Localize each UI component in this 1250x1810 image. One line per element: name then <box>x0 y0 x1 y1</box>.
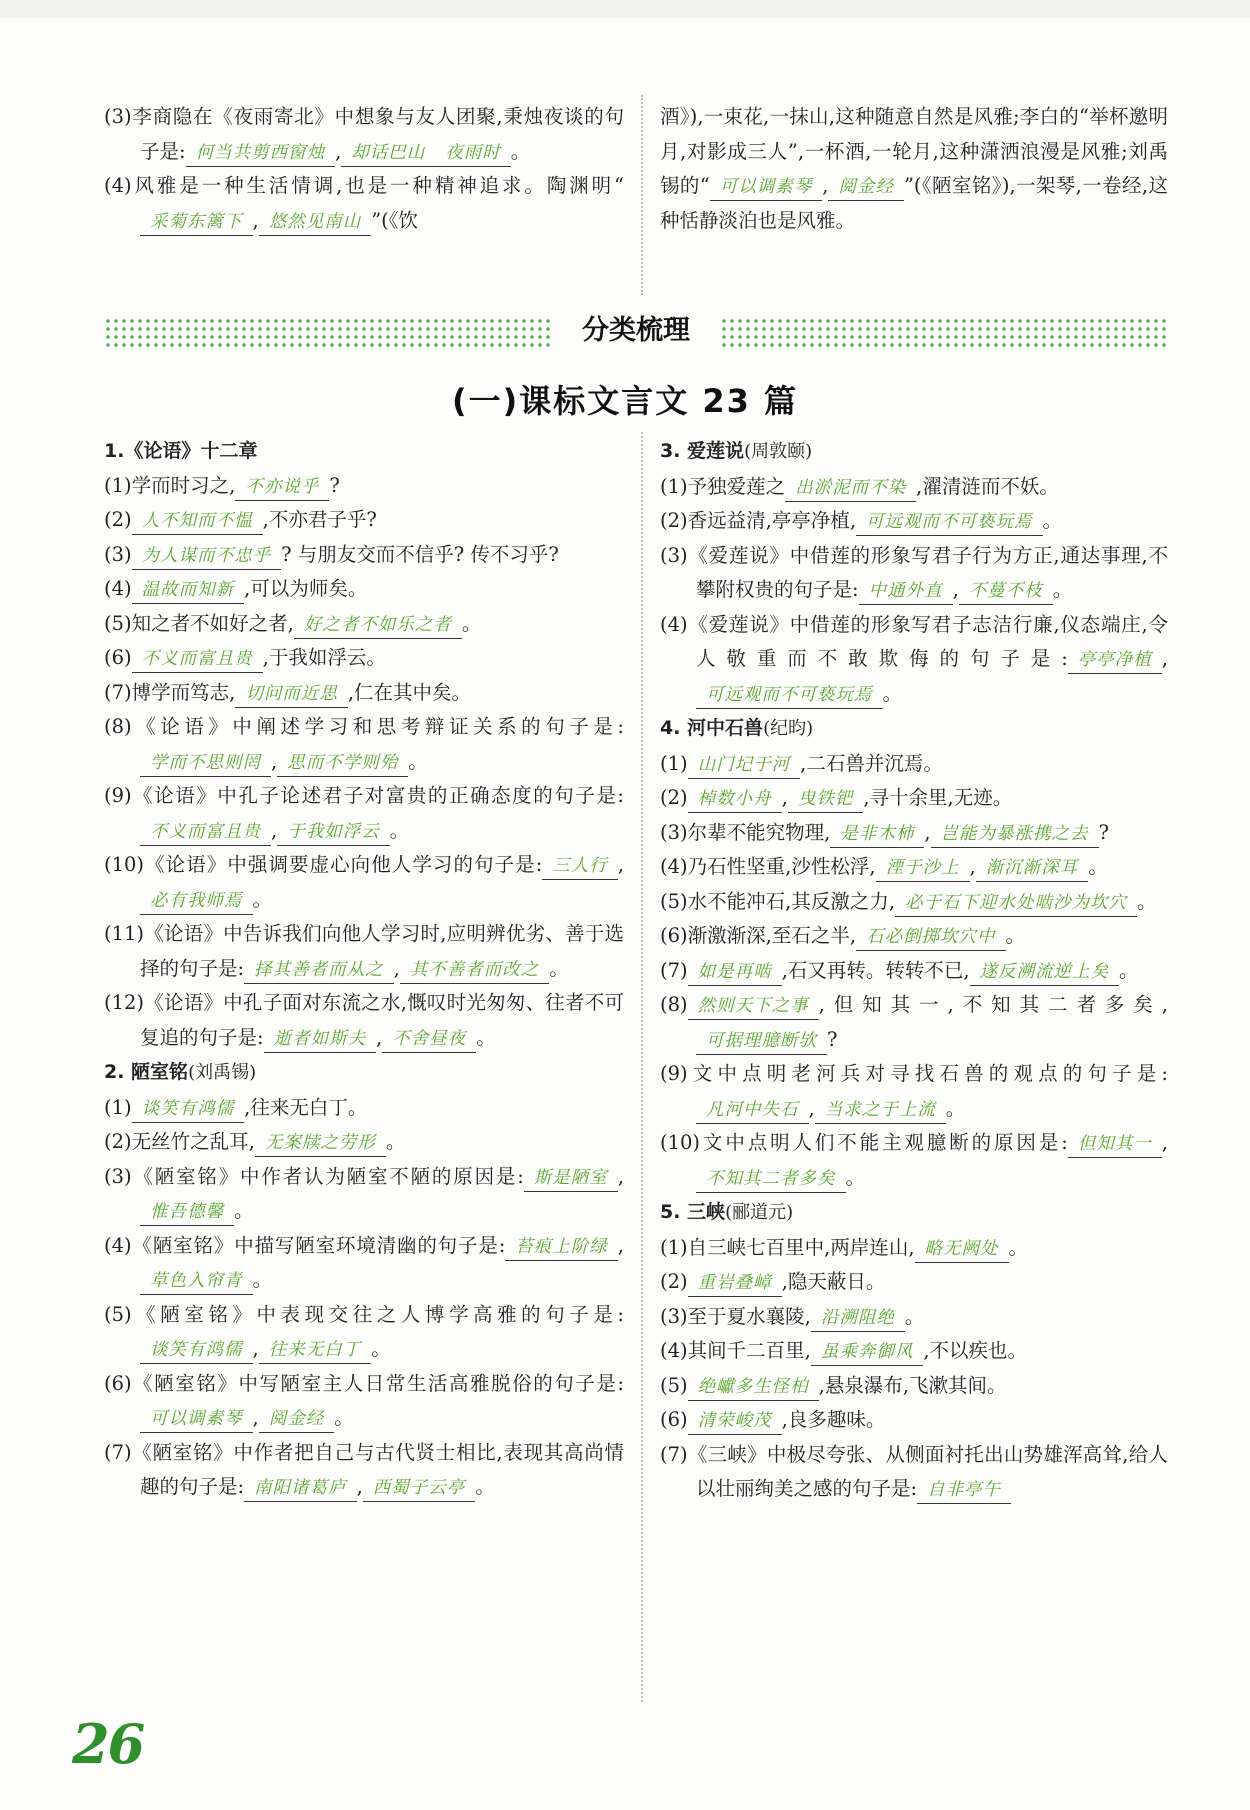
answer-blank: 当求之于上流 <box>815 1097 946 1124</box>
answer-blank: 阅金经 <box>259 1406 335 1433</box>
question-number: (3) <box>660 543 688 567</box>
answer-blank: 中通外直 <box>859 578 953 605</box>
question-number: (5) <box>660 1373 688 1397</box>
question-text: , <box>1161 1131 1168 1154</box>
question-text: 。 <box>549 956 569 980</box>
section-author: (刘禹锡) <box>188 1062 257 1083</box>
question-text: 至于夏水襄陵, <box>687 1304 811 1328</box>
question-number: (9) <box>104 784 132 807</box>
question-item <box>104 1229 624 1298</box>
section-title: 4. 河中石兽(纪昀) <box>660 717 814 739</box>
question-number: (1) <box>660 1235 688 1259</box>
answer-blank: 为人谋而不忠乎 <box>132 543 282 570</box>
question-item <box>660 1300 1168 1335</box>
question-text: 。 <box>1008 1235 1029 1259</box>
question-text: , <box>376 1025 383 1049</box>
question-item <box>660 1265 1168 1300</box>
question-text: , <box>924 820 931 844</box>
question-text: 《陋室铭》中写陋室主人日常生活高雅脱俗的句子是: <box>131 1371 624 1395</box>
question-item <box>104 1125 624 1160</box>
question-number: (3) <box>660 820 688 844</box>
answer-blank: 谈笑有鸿儒 <box>132 1096 245 1123</box>
section-title: 1.《论语》十二章 <box>104 440 258 462</box>
question-item <box>104 676 624 711</box>
question-text: ,悬泉瀑布,飞漱其间。 <box>818 1373 1007 1397</box>
answer-blank: 凡河中失石 <box>696 1097 809 1124</box>
question-number: (2) <box>104 1130 132 1153</box>
answer-blank: 思而不学则殆 <box>277 750 408 777</box>
answer-blank: 斯是陋室 <box>524 1165 618 1192</box>
question-text: 尔辈不能究物理, <box>687 820 831 844</box>
question-number: (1) <box>660 751 688 775</box>
question-text: 予独爱莲之 <box>687 474 786 498</box>
continued-paragraph: 酒》),一束花,一抹山,这种随意自然是风雅;李白的“举杯邀明月,对影成三人”,一杯酒,一轮月,这种潇洒浪漫是风雅;刘禹锡的“ 可以调素琴 , 阅金经 ”(《陋室铭》),一架琴,一卷经,这种恬静淡泊也是风雅。 <box>660 105 1168 232</box>
answer-blank: 惟吾德馨 <box>140 1199 234 1226</box>
question-text: , <box>271 818 278 842</box>
question-text: 。 <box>945 1096 966 1120</box>
answer-blank: 可远观而不可亵玩焉 <box>696 682 883 709</box>
answer-blank: 略无阙处 <box>915 1236 1009 1263</box>
question-text: , <box>356 1475 363 1498</box>
question-number: (6) <box>660 1408 688 1431</box>
question-number: (4) <box>104 1233 132 1257</box>
question-text: , <box>252 1337 259 1360</box>
answer-blank: 渐沉渐深耳 <box>976 855 1089 882</box>
question-number: (5) <box>104 611 132 635</box>
question-item <box>660 539 1168 608</box>
answer-blank: 重岩叠嶂 <box>688 1270 782 1297</box>
answer-blank: 人不知而不愠 <box>132 508 263 535</box>
answer-blank: 石必倒掷坎穴中 <box>856 924 1006 951</box>
question-number: (1) <box>104 1095 132 1119</box>
answer-blank: 遂反溯流逆上矣 <box>970 959 1120 986</box>
question-text: , <box>1161 647 1168 670</box>
answer-blank: 可以调素琴 <box>140 1406 253 1433</box>
question-number: (4) <box>660 612 688 636</box>
answer-blank: 谈笑有鸿儒 <box>140 1337 253 1364</box>
question-text: , <box>252 1406 259 1429</box>
answer-blank: 往来无白丁 <box>259 1337 372 1364</box>
answer-blank: 其不善者而改之 <box>400 957 550 984</box>
question-number: (5) <box>104 1302 132 1326</box>
answer-blank: 三人行 <box>542 853 618 880</box>
question-item: (3)李商隐在《夜雨寄北》中想象与友人团聚,秉烛夜谈的句子是: 何当共剪西窗烛 , 却话巴山 夜雨时 。 <box>104 100 624 169</box>
question-number: (7) <box>660 958 688 982</box>
question-text: , <box>781 786 788 809</box>
question-number: (1) <box>660 474 688 498</box>
question-number: (6) <box>660 924 688 947</box>
question-text: 博学而笃志, <box>131 680 236 704</box>
question-text: , <box>617 1164 624 1188</box>
question-text: 《陋室铭》中描写陋室环境清幽的句子是: <box>131 1233 506 1257</box>
question-text: 。 <box>371 1337 391 1360</box>
question-text: 《论语》中孔子面对东流之水,慨叹时光匆匆、往者不可复追的句子是: <box>140 991 624 1049</box>
question-text: 。 <box>1088 855 1108 878</box>
question-text: , <box>617 853 624 876</box>
page-number: 26 <box>72 1712 144 1776</box>
question-item <box>104 607 624 642</box>
section-author: (周敦颐) <box>744 441 813 462</box>
section-author: (郦道元) <box>725 1202 794 1223</box>
question-text: ? <box>1098 820 1109 844</box>
question-text: 《陋室铭》中作者把自己与古代贤士相比,表现其高尚情趣的句子是: <box>131 1440 624 1498</box>
question-text: , <box>393 956 400 980</box>
question-item <box>660 1126 1168 1195</box>
question-number: (8) <box>104 715 132 738</box>
answer-blank: 悠然见南山 <box>259 209 372 236</box>
question-item <box>104 469 624 504</box>
answer-blank: 清荣峻茂 <box>688 1408 782 1435</box>
answer-blank: 不知其二者多矣 <box>696 1166 846 1193</box>
question-item <box>104 917 624 986</box>
top-margin-band <box>0 0 1250 18</box>
question-item <box>104 572 624 607</box>
question-text: 。 <box>476 1025 496 1049</box>
question-text: 。 <box>385 1130 406 1153</box>
question-text: 无丝竹之乱耳, <box>131 1130 255 1153</box>
question-text: 。 <box>904 1304 925 1328</box>
question-text: 自三峡七百里中,两岸连山, <box>687 1235 915 1259</box>
question-number: (12) <box>104 991 145 1014</box>
answer-blank: 必有我师焉 <box>140 888 253 915</box>
answer-blank: 然则天下之事 <box>688 993 819 1020</box>
column-divider <box>641 432 643 1702</box>
question-item <box>104 1298 624 1367</box>
question-text: 。 <box>1005 924 1026 947</box>
question-number: (7) <box>104 680 132 704</box>
answer-blank: 草色入帘青 <box>140 1268 253 1295</box>
question-text: ,石又再转。转转不已, <box>781 958 970 982</box>
question-text: 。 <box>845 1165 866 1189</box>
question-text: 。 <box>334 1406 354 1429</box>
column-divider <box>641 95 643 295</box>
answer-blank: 南阳诸葛庐 <box>244 1475 357 1502</box>
question-text: , <box>952 578 959 601</box>
question-number: (10) <box>660 1131 701 1154</box>
question-number: (11) <box>104 922 145 945</box>
question-item <box>660 470 1168 505</box>
question-text: 。 <box>234 1199 254 1222</box>
question-number: (6) <box>104 646 132 669</box>
answer-blank: 出淤泥而不染 <box>785 475 916 502</box>
question-text: 《论语》中阐述学习和思考辩证关系的句子是: <box>131 715 624 738</box>
answer-blank: 阅金经 <box>828 174 904 201</box>
page-heading: (一)课标文言文 23 篇 <box>451 382 799 420</box>
question-text: ,良多趣味。 <box>781 1408 886 1431</box>
question-number: (4) <box>660 855 688 878</box>
question-text: 《论语》中孔子论述君子对富贵的正确态度的句子是: <box>131 784 624 807</box>
question-item <box>104 986 624 1055</box>
question-number: (4) <box>104 577 132 600</box>
question-item <box>660 1403 1168 1438</box>
question-item <box>660 1057 1168 1126</box>
question-number: (6) <box>104 1371 132 1395</box>
section-author: (纪昀) <box>763 718 814 739</box>
answer-blank: 夜雨时 <box>435 140 511 167</box>
answer-blank: 但知其一 <box>1068 1131 1162 1158</box>
answer-blank: 无案牍之劳形 <box>255 1130 386 1157</box>
question-number: (7) <box>104 1440 132 1464</box>
answer-blank: 不蔓不枝 <box>959 578 1053 605</box>
question-item <box>660 747 1168 782</box>
right-main-column <box>660 434 1168 1507</box>
question-text: ,于我如浮云。 <box>262 646 386 669</box>
answer-blank: 不义而富且贵 <box>132 646 263 673</box>
question-text: ,可以为师矣。 <box>244 577 368 600</box>
question-text: , <box>271 749 278 773</box>
question-text: ,但知其一,不知其二者多矣, <box>818 993 1168 1016</box>
question-text: ? <box>827 1027 838 1051</box>
question-item <box>104 1367 624 1436</box>
answer-blank: 沿溯阻绝 <box>811 1305 905 1332</box>
question-number: (2) <box>660 1270 688 1293</box>
question-item <box>660 1369 1168 1404</box>
question-text: 。 <box>252 1268 273 1291</box>
question-text: 。 <box>252 887 273 911</box>
section-title: 5. 三峡(郦道元) <box>660 1201 794 1223</box>
answer-blank: 温故而知新 <box>132 577 245 604</box>
answer-blank: 切问而近思 <box>235 681 348 708</box>
question-text: 。 <box>1137 889 1157 913</box>
section-title: 2. 陋室铭(刘禹锡) <box>104 1061 257 1083</box>
question-number: (9) <box>660 1062 688 1085</box>
question-item <box>660 954 1168 989</box>
question-text: ,往来无白丁。 <box>244 1095 368 1119</box>
question-text: 。 <box>461 611 482 635</box>
question-item <box>660 608 1168 712</box>
question-number: (10) <box>104 853 145 876</box>
section-title: 3. 爱莲说(周敦颐) <box>660 440 813 462</box>
question-text: 。 <box>1052 578 1073 601</box>
question-text: 《陋室铭》中作者认为陋室不陋的原因是: <box>131 1164 524 1188</box>
question-text: 香远益清,亭亭净植, <box>687 509 857 532</box>
question-item <box>660 1334 1168 1369</box>
answer-blank: 岂能为暴涨携之去 <box>931 821 1099 848</box>
answer-blank: 逝者如斯夫 <box>264 1026 377 1053</box>
question-number: (2) <box>660 509 688 532</box>
answer-blank: 曳铁钯 <box>788 786 864 813</box>
question-item <box>104 641 624 676</box>
question-item <box>660 504 1168 539</box>
question-item <box>104 710 624 779</box>
left-main-column <box>104 434 624 1505</box>
question-item <box>660 919 1168 954</box>
question-item <box>104 1091 624 1126</box>
answer-blank: 不舍昼夜 <box>382 1026 476 1053</box>
answer-blank: 何当共剪西窗烛 <box>186 140 336 167</box>
question-text: ,二石兽并沉焉。 <box>800 751 943 775</box>
question-item <box>660 1438 1168 1507</box>
question-text: 文中点明老河兵对寻找石兽的观点的句子是: <box>687 1062 1168 1085</box>
answer-blank: 择其善者而从之 <box>244 957 394 984</box>
question-number: (4) <box>660 1339 688 1362</box>
answer-blank: 自非亭午 <box>917 1477 1011 1504</box>
question-item <box>660 850 1168 885</box>
question-text: 其间千二百里, <box>687 1339 811 1362</box>
answer-blank: 山门圮于河 <box>688 752 801 779</box>
question-text: 。 <box>389 818 410 842</box>
answer-blank: 却话巴山 <box>341 140 435 167</box>
question-item: (4)风雅是一种生活情调,也是一种精神追求。陶渊明“采菊东篱下 , 悠然见南山 ”(《饮 <box>104 169 624 238</box>
question-text: 学而时习之, <box>131 473 236 497</box>
question-item <box>660 885 1168 920</box>
question-number: (8) <box>660 993 688 1016</box>
question-number: (3) <box>660 1304 688 1328</box>
question-text: ,寻十余里,无迹。 <box>863 786 1013 809</box>
question-text: 知之者不如好之者, <box>131 611 294 635</box>
answer-blank: 采菊东篱下 <box>140 209 253 236</box>
answer-blank: 如是再啮 <box>688 959 782 986</box>
top-right-column <box>660 100 1168 238</box>
question-item <box>660 781 1168 816</box>
answer-blank: 可以调素琴 <box>710 174 823 201</box>
answer-blank: 虽乘奔御风 <box>811 1339 924 1366</box>
question-number: (7) <box>660 1442 688 1466</box>
question-item <box>104 848 624 917</box>
question-item <box>660 1231 1168 1266</box>
answer-blank: 绝巘多生怪柏 <box>688 1374 819 1401</box>
answer-blank: 必于石下迎水处啮沙为坎穴 <box>895 890 1137 917</box>
question-text: , <box>969 855 976 878</box>
question-text: 。 <box>882 681 903 705</box>
answer-blank: 于我如浮云 <box>277 819 390 846</box>
question-text: 。 <box>1042 509 1063 532</box>
answer-blank: 不亦说乎 <box>235 474 329 501</box>
question-text: ,不亦君子乎? <box>262 508 377 531</box>
banner-dots-right <box>720 317 1168 347</box>
question-number: (1) <box>104 473 132 497</box>
answer-blank: 可据理臆断欤 <box>696 1028 827 1055</box>
question-text: 文中点明人们不能主观臆断的原因是: <box>700 1131 1068 1154</box>
question-number: (2) <box>660 786 688 809</box>
question-text: 。 <box>408 749 428 773</box>
section-banner <box>104 313 1168 349</box>
answer-blank: 不义而富且贵 <box>140 819 271 846</box>
answer-blank: 学而不思则罔 <box>140 750 271 777</box>
question-item <box>660 816 1168 851</box>
question-number: (2) <box>104 508 132 531</box>
answer-blank: 亭亭净植 <box>1068 647 1162 674</box>
question-item <box>104 1160 624 1229</box>
question-number: (5) <box>660 889 688 913</box>
top-left-column <box>104 100 624 238</box>
answer-blank: 西蜀子云亭 <box>363 1475 476 1502</box>
question-text: ,不以疾也。 <box>923 1339 1028 1362</box>
question-item <box>104 1436 624 1505</box>
question-text: 。 <box>1119 958 1139 982</box>
banner-title: 分类梳理 <box>582 315 690 346</box>
answer-blank: 可远观而不可亵玩焉 <box>856 509 1043 536</box>
question-text: ,仁在其中矣。 <box>347 680 472 704</box>
question-text: 水不能冲石,其反激之力, <box>687 889 896 913</box>
question-text: 《陋室铭》中表现交往之人博学高雅的句子是: <box>131 1302 624 1326</box>
question-text: ? <box>329 473 340 497</box>
question-text: 《爱莲说》中借莲的形象写君子志洁行廉,仪态端庄,令人敬重而不敢欺侮的句子是: <box>687 612 1168 670</box>
question-text: ,隐天蔽日。 <box>781 1270 886 1293</box>
question-text: , <box>617 1233 624 1257</box>
question-text: 《三峡》中极尽夸张、从侧面衬托出山势雄浑高耸,给人以壮丽绚美之感的句子是: <box>687 1442 1168 1500</box>
question-text: 《爱莲说》中借莲的形象写君子行为方正,通达事理,不攀附权贵的句子是: <box>687 543 1168 601</box>
answer-blank: 棹数小舟 <box>688 786 782 813</box>
answer-blank: 好之者不如乐之者 <box>294 612 462 639</box>
question-text: ,濯清涟而不妖。 <box>916 474 1059 498</box>
answer-blank: 是非木柿 <box>830 821 924 848</box>
question-text: 《论语》中告诉我们向他人学习时,应明辨优劣、善于选择的句子是: <box>140 922 624 980</box>
question-text: 渐激渐深,至石之半, <box>687 924 857 947</box>
question-text: 。 <box>475 1475 495 1498</box>
question-text: , <box>808 1096 815 1120</box>
answer-blank: 苔痕上阶绿 <box>505 1234 618 1261</box>
question-item <box>104 538 624 573</box>
question-text: ? 与朋友交而不信乎? 传不习乎? <box>281 542 559 566</box>
answer-blank: 湮于沙上 <box>876 855 970 882</box>
question-item <box>104 503 624 538</box>
question-number: (3) <box>104 1164 132 1188</box>
question-text: 乃石性坚重,沙性松浮, <box>687 855 876 878</box>
question-text: 《论语》中强调要虚心向他人学习的句子是: <box>144 853 543 876</box>
question-number: (3) <box>104 542 132 566</box>
question-item <box>104 779 624 848</box>
question-item <box>660 988 1168 1057</box>
